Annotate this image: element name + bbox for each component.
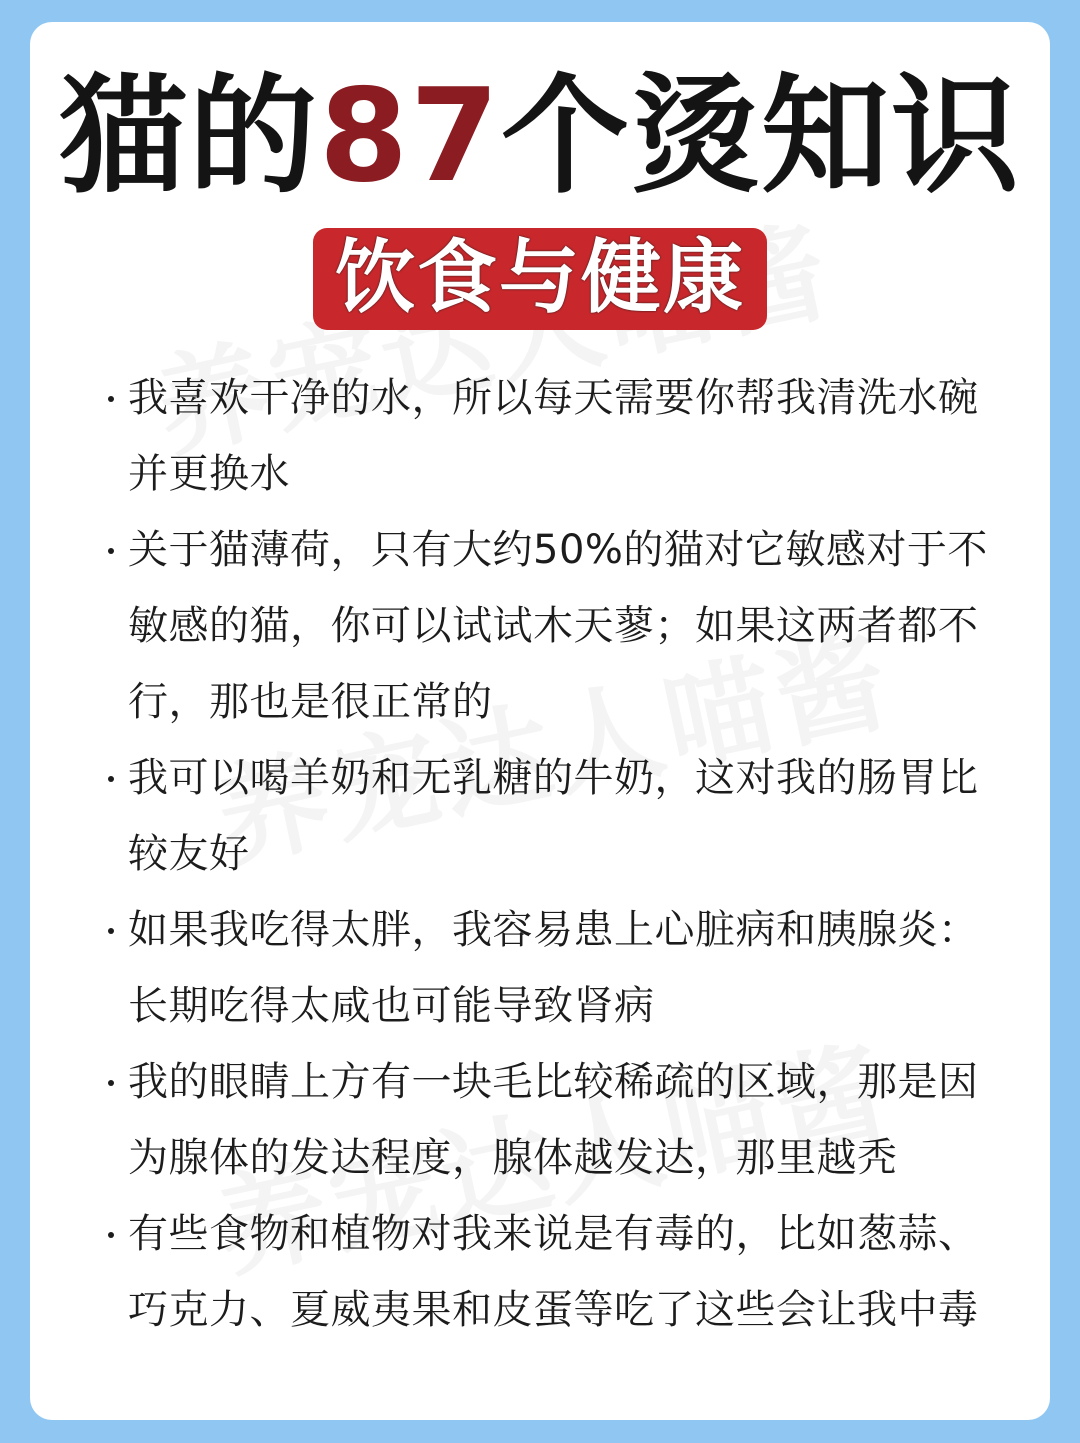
fact-text: 有些食物和植物对我来说是有毒的，比如葱蒜、巧克力、夏威夷果和皮蛋等吃了这些会让我中毒	[128, 1211, 979, 1333]
fact-list	[30, 360, 1050, 1348]
bullet-icon	[108, 548, 114, 554]
title-number: 87	[318, 62, 502, 211]
category-badge-wrap	[30, 228, 1050, 330]
fact-item	[30, 892, 1050, 1044]
fact-item	[30, 1044, 1050, 1196]
fact-item	[30, 512, 1050, 740]
fact-item	[30, 1196, 1050, 1348]
title-prefix: 猫的	[58, 62, 319, 211]
fact-item	[30, 740, 1050, 892]
fact-text: 我的眼睛上方有一块毛比较稀疏的区域，那是因为腺体的发达程度，腺体越发达，那里越秃	[128, 1059, 979, 1181]
bullet-icon	[108, 928, 114, 934]
category-badge: 饮食与健康	[313, 228, 767, 330]
fact-text: 我喜欢干净的水，所以每天需要你帮我清洗水碗并更换水	[128, 375, 979, 497]
fact-item	[30, 360, 1050, 512]
content-card	[30, 22, 1050, 1420]
bullet-icon	[108, 1080, 114, 1086]
page-title	[30, 62, 1050, 211]
fact-text: 关于猫薄荷，只有大约50%的猫对它敏感对于不敏感的猫，你可以试试木天蓼；如果这两者都不行，那也是很正常的	[128, 527, 988, 725]
fact-text: 如果我吃得太胖，我容易患上心脏病和胰腺炎：长期吃得太咸也可能导致肾病	[128, 907, 979, 1029]
fact-text: 我可以喝羊奶和无乳糖的牛奶，这对我的肠胃比较友好	[128, 755, 979, 877]
bullet-icon	[108, 396, 114, 402]
title-suffix: 个烫知识	[501, 62, 1022, 211]
bullet-icon	[108, 776, 114, 782]
bullet-icon	[108, 1232, 114, 1238]
